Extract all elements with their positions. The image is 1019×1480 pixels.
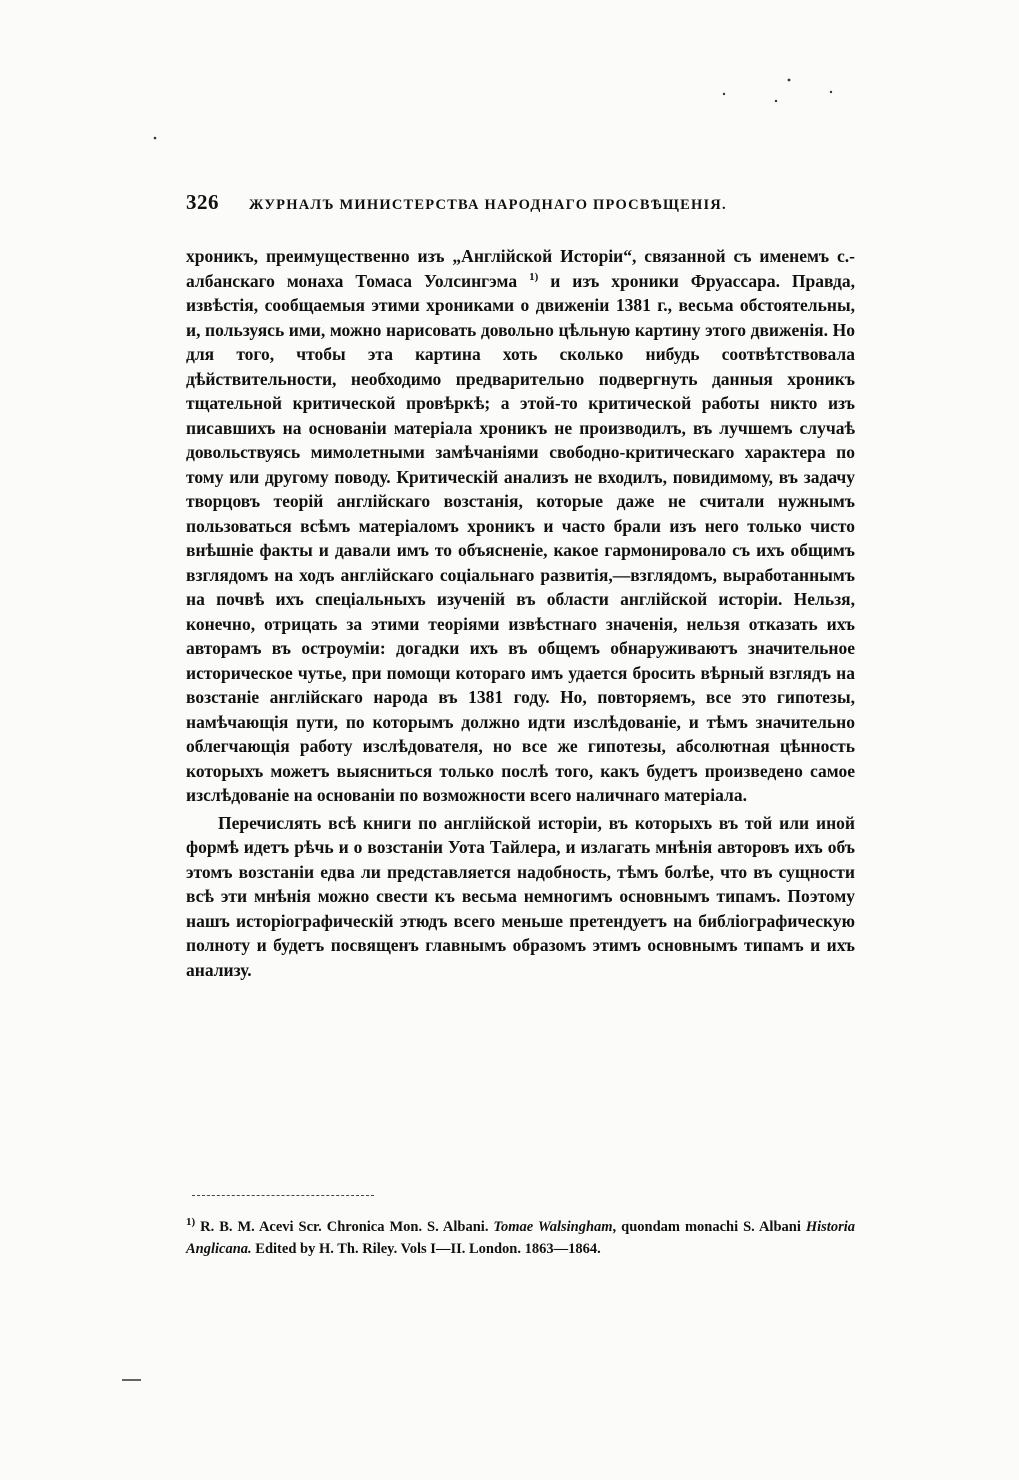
paragraph-1-rest: и изъ хроники Фруассара. Правда, извѣстія, сообщаемыя этими хрониками о движеніи 1381 г., весьма обстоятельны, и, пользуясь ими, можно нарисовать довольно цѣльную картину этого движенія. Но для того, чтобы эта картина хоть сколько нибудь соотвѣтствовала дѣйствительности, необходимо предварительно подвергнуть данныя хроникъ тщательной критической провѣркѣ; а этой-то критической работы никто изъ писавшихъ на основаніи матеріала хроникъ не производилъ, въ лучшемъ случаѣ довольствуясь мимолетными замѣчаніями свободно-критическаго характера по тому или другому поводу. Критическій анализъ не входилъ, повидимому, въ задачу творцовъ теорій англійскаго возстанія, которые даже не считали нужнымъ пользоваться всѣмъ матеріаломъ хроникъ и часто брали изъ него только чисто внѣшніе факты и давали имъ то объясненіе, какое гармонировало съ ихъ общимъ взглядомъ на ходъ англійскаго соціальнаго развитія,—взглядомъ, выработаннымъ на почвѣ ихъ спеціальныхъ изученій въ области англійской исторіи. Нельзя, конечно, отрицать за этими теоріями извѣстнаго значенія, нельзя отказать ихъ авторамъ въ остроуміи: догадки ихъ въ общемъ обнаруживаютъ значительное историческое чутье, при помощи котораго имъ удается бросить вѣрный взглядъ на возстаніе англійскаго народа въ 1381 году. Но, повторяемъ, все это гипотезы, намѣчающія пути, по которымъ должно идти изслѣдованіе, и тѣмъ значительно облегчающія работу изслѣдователя, но все же гипотезы, абсолютная цѣнность которыхъ можетъ выясниться только послѣ того, какъ будетъ произведено самое изслѣдованіе на основаніи по возможности всего наличнаго матеріала. — [186, 270, 855, 805]
paragraph-2: Перечислять всѣ книги по англійской исторіи, въ которыхъ въ той или иной формѣ идетъ рѣчь и о возстаніи Уота Тайлера, и излагать мнѣнія авторовъ ихъ объ этомъ возстаніи едва ли представляется надобность, тѣмъ болѣе, что въ сущности всѣ эти мнѣнія можно свести къ весьма немногимъ основнымъ типамъ. Поэтому нашъ исторіографическій этюдъ всего меньше претендуетъ на библіографическую полноту и будетъ посвященъ главнымъ образомъ этимъ основнымъ типамъ и ихъ анализу. — [186, 812, 855, 980]
footnote-title-italic: Historia Anglicana. — [186, 1219, 855, 1257]
footnote — [186, 1216, 855, 1260]
paragraph-1-start: хроникъ, преимущественно изъ „Англійской Исторіи“, связанной съ именемъ с.-албанскаго монаха Томаса Уолсингэма — [186, 246, 855, 291]
footnote-separator — [192, 1195, 374, 1196]
footnote-reference[interactable]: 1) — [529, 270, 539, 283]
footnote-author-italic: Tomae Walsingham — [493, 1219, 613, 1235]
footnote-text-2: , quondam monachi S. Albani — [612, 1219, 806, 1235]
main-text — [186, 244, 855, 982]
running-head: ЖУРНАЛЪ МИНИСТЕРСТВА НАРОДНАГО ПРОСВѢЩЕНІЯ. — [249, 197, 727, 213]
page-number: 326 — [186, 190, 219, 214]
footnote-text-1: R. B. M. Acevi Scr. Chronica Mon. S. Albani. — [195, 1219, 494, 1235]
page-header — [186, 190, 866, 220]
paragraph-1 — [186, 244, 855, 808]
footnote-mark: 1) — [186, 1216, 196, 1229]
footnote-text-3: Edited by H. Th. Riley. Vols I—II. London. 1863—1864. — [251, 1241, 601, 1257]
